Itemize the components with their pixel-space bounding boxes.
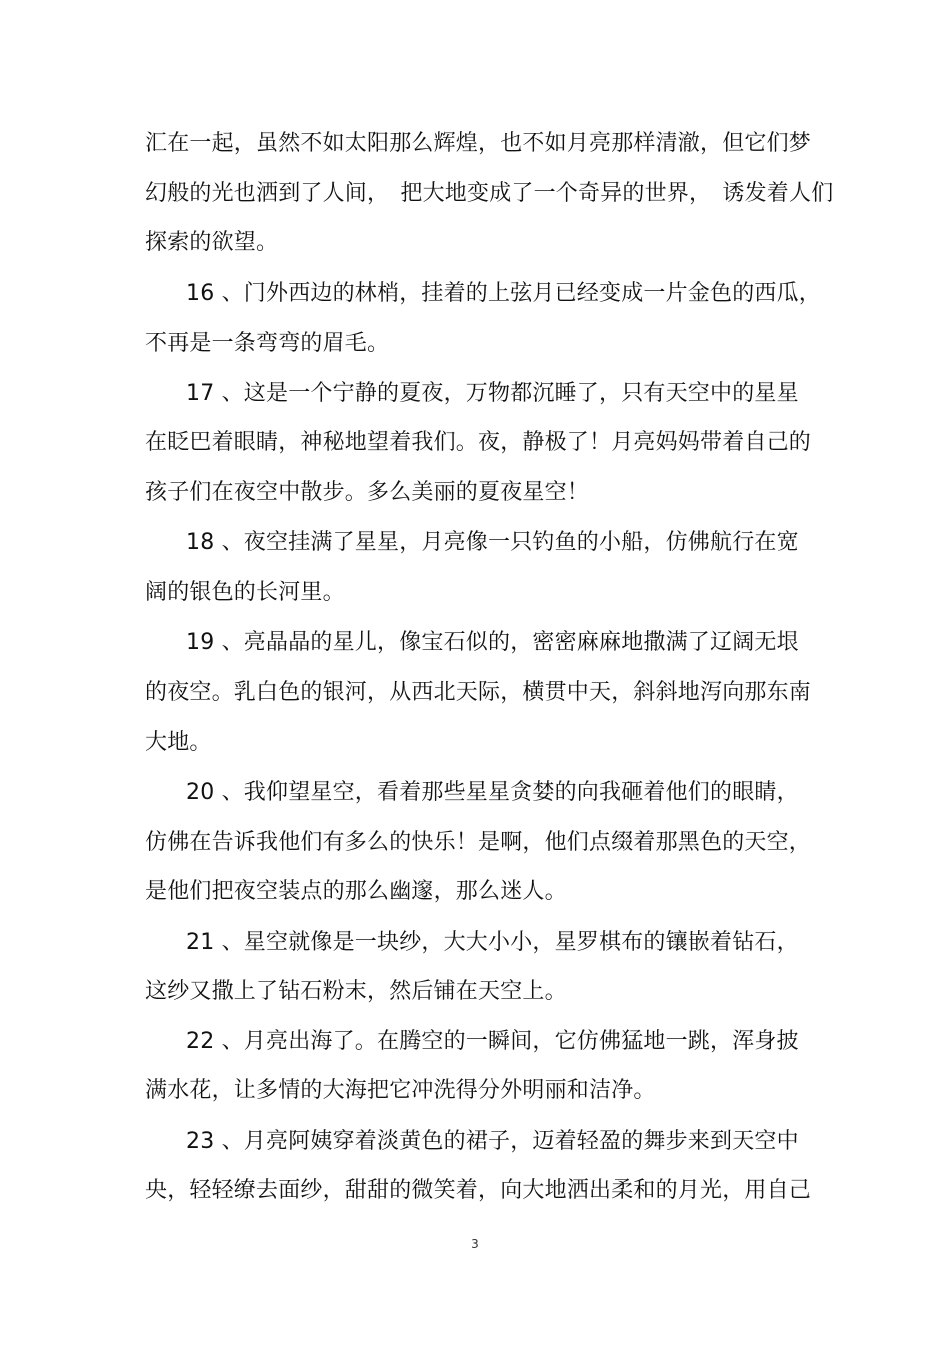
text-line: 阔的银色的长河里。 [145, 580, 345, 605]
page-number: 3 [471, 1237, 479, 1251]
paragraph-first-line: 17 、这是一个宁静的夏夜，万物都沉睡了，只有天空中的星星 [186, 381, 799, 406]
paragraph-first-line: 20 、我仰望星空，看着那些星星贪婪的向我砸着他们的眼睛， [186, 780, 799, 805]
paragraph-first-line: 18 、夜空挂满了星星，月亮像一只钓鱼的小船，仿佛航行在宽 [186, 530, 799, 555]
text-line: 幻般的光也洒到了人间， 把大地变成了一个奇异的世界， 诱发着人们 [145, 181, 834, 206]
text-line: 的夜空。乳白色的银河，从西北天际，横贯中天，斜斜地泻向那东南 [145, 680, 812, 705]
text-line: 探索的欲望。 [145, 230, 279, 255]
paragraph-first-line: 22 、月亮出海了。在腾空的一瞬间，它仿佛猛地一跳，浑身披 [186, 1029, 799, 1054]
paragraph-first-line: 21 、星空就像是一块纱，大大小小，星罗棋布的镶嵌着钻石， [186, 930, 799, 955]
text-line: 这纱又撒上了钻石粉末，然后铺在天空上。 [145, 979, 567, 1004]
text-line: 是他们把夜空装点的那么幽邃，那么迷人。 [145, 879, 567, 904]
paragraph-first-line: 23 、月亮阿姨穿着淡黄色的裙子，迈着轻盈的舞步来到天空中 [186, 1129, 799, 1154]
text-line: 在眨巴着眼睛，神秘地望着我们。夜，静极了！月亮妈妈带着自己的 [145, 430, 812, 455]
text-line: 汇在一起，虽然不如太阳那么辉煌，也不如月亮那样清澈，但它们梦 [145, 131, 812, 156]
paragraph-first-line: 16 、门外西边的林梢，挂着的上弦月已经变成一片金色的西瓜， [186, 281, 821, 306]
text-line: 孩子们在夜空中散步。多么美丽的夏夜星空！ [145, 480, 590, 505]
paragraph-first-line: 19 、亮晶晶的星儿，像宝石似的，密密麻麻地撒满了辽阔无垠 [186, 630, 799, 655]
text-line: 不再是一条弯弯的眉毛。 [145, 331, 390, 356]
text-line: 仿佛在告诉我他们有多么的快乐！是啊，他们点缀着那黑色的天空， [145, 830, 812, 855]
text-line: 满水花，让多情的大海把它冲洗得分外明丽和洁净。 [145, 1078, 656, 1103]
text-line: 大地。 [145, 730, 212, 755]
text-line: 央，轻轻缭去面纱，甜甜的微笑着，向大地洒出柔和的月光，用自己 [145, 1178, 812, 1203]
